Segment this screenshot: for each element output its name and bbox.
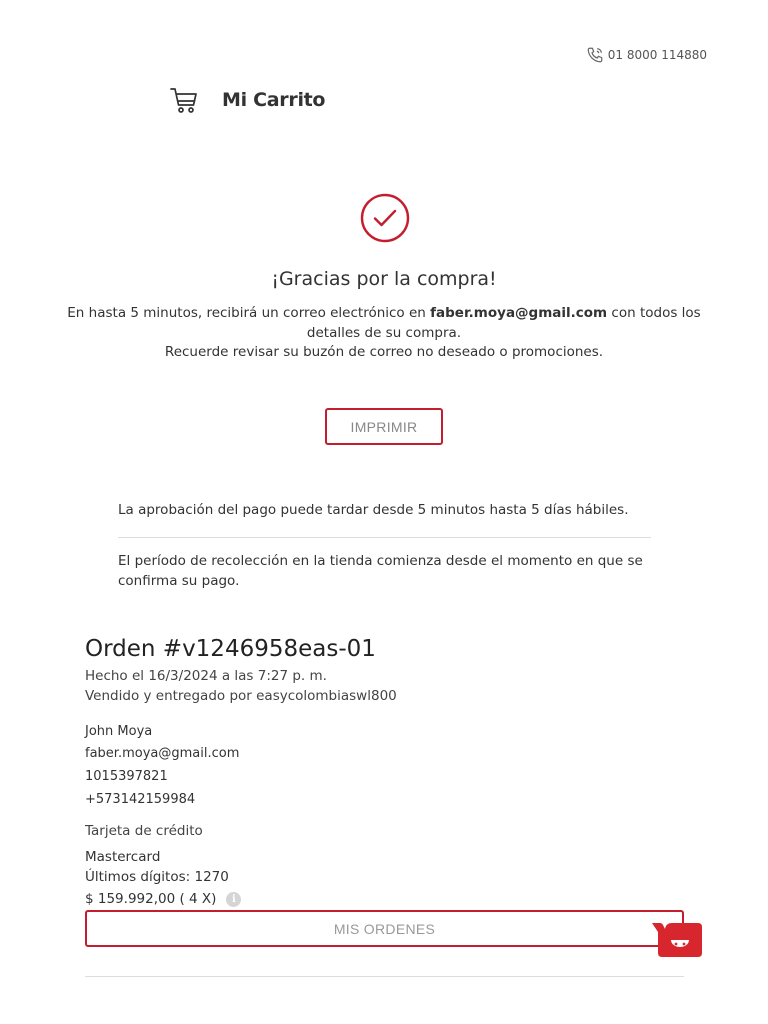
message-after: con todos los detalles de su compra. (306, 305, 701, 341)
order-date: Hecho el 16/3/2024 a las 7:27 p. m. (85, 668, 327, 684)
phone-icon (586, 46, 604, 64)
chat-bubble-shape (652, 920, 704, 960)
chat-bot-icon[interactable] (652, 920, 704, 960)
card-last-digits: Últimos dígitos: 1270 (85, 869, 229, 885)
cart-title: Mi Carrito (222, 89, 326, 111)
approval-notice: La aprobación del pago puede tardar desde 5 minutos hasta 5 días hábiles. (118, 502, 629, 518)
message-line2: Recuerde revisar su buzón de correo no deseado o promociones. (164, 344, 604, 360)
confirmation-message (50, 304, 718, 363)
order-seller: Vendido y entregado por easycolombiaswl800 (85, 688, 397, 704)
phone-contact[interactable] (586, 46, 707, 64)
customer-phone: +573142159984 (85, 792, 196, 807)
cart-icon (168, 84, 200, 116)
amount-value: $ 159.992,00 ( 4 X) (85, 891, 217, 907)
pickup-notice: El período de recolección en la tienda comienza desde el momento en que se confirma su pago. (118, 553, 643, 589)
customer-document: 1015397821 (85, 769, 168, 784)
card-brand: Mastercard (85, 849, 161, 865)
print-button[interactable]: IMPRIMIR (325, 408, 443, 445)
bottom-divider (85, 976, 684, 977)
phone-number: 01 8000 114880 (607, 48, 707, 62)
customer-email: faber.moya@gmail.com (85, 746, 240, 761)
my-orders-button[interactable]: MIS ORDENES (85, 910, 684, 947)
message-before: En hasta 5 minutos, recibirá un correo electrónico en (67, 305, 431, 321)
divider (118, 537, 651, 538)
cart-header[interactable] (168, 84, 325, 116)
check-circle-icon (360, 193, 410, 243)
payment-amount (85, 891, 241, 907)
thanks-title: ¡Gracias por la compra! (271, 268, 497, 290)
confirmation-email: faber.moya@gmail.com (430, 305, 608, 321)
info-icon[interactable]: i (226, 892, 241, 907)
order-title: Orden #v1246958eas-01 (85, 636, 376, 662)
payment-method-label: Tarjeta de crédito (85, 823, 203, 839)
customer-name: John Moya (85, 724, 153, 739)
